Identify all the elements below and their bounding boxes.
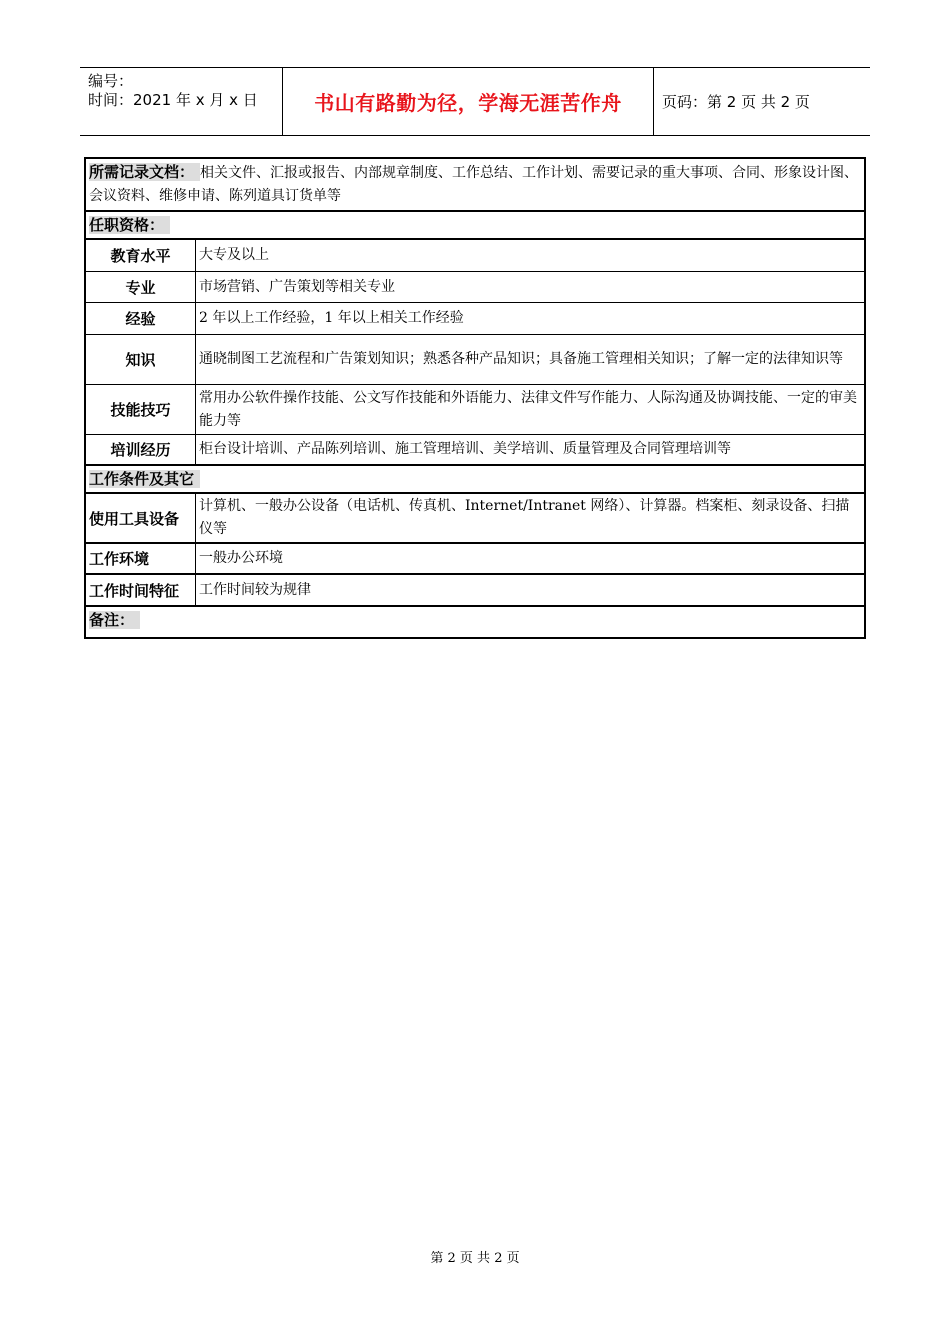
qualification-label: 技能技巧: [86, 385, 196, 434]
qualification-row: [86, 385, 864, 435]
qualification-label: 培训经历: [86, 435, 196, 464]
condition-row: [86, 494, 864, 544]
records-value: 相关文件、汇报或报告、内部规章制度、工作总结、工作计划、需要记录的重大事项、合同、形象设计图、会议资料、维修申请、陈列道具订货单等: [89, 165, 859, 204]
header-page-number: 页码：第 2 页 共 2 页: [662, 93, 810, 111]
conditions-heading-row: [86, 466, 864, 494]
records-label: 所需记录文档：: [89, 163, 200, 181]
qualification-value: 市场营销、广告策划等相关专业: [199, 278, 395, 295]
condition-label: 使用工具设备: [86, 494, 196, 542]
conditions-heading-cell: [86, 466, 203, 492]
condition-value: 一般办公环境: [199, 550, 283, 566]
condition-label: 工作环境: [86, 544, 196, 573]
condition-value: 计算机、一般办公设备（电话机、传真机、Internet/Intranet 网络）、计算器。档案柜、刻录设备、扫描仪等: [199, 498, 850, 537]
qualification-value: 常用办公软件操作技能、公文写作技能和外语能力、法律文件写作能力、人际沟通及协调技能、一定的审美能力等: [199, 389, 857, 429]
records-cell: [86, 159, 864, 210]
qualification-value: 大专及以上: [199, 247, 269, 263]
qualifications-heading: 任职资格：: [89, 216, 170, 234]
document-number-label: 编号：: [88, 72, 134, 90]
qualification-row: [86, 240, 864, 272]
qualifications-heading-cell: [86, 212, 173, 238]
qualifications-heading-row: [86, 212, 864, 240]
qualification-label: 知识: [86, 335, 196, 384]
qualification-row: [86, 435, 864, 466]
qualification-label: 专业: [86, 272, 196, 302]
page-header: [80, 67, 870, 136]
qualification-value: 通晓制图工艺流程和广告策划知识；熟悉各种产品知识；具备施工管理相关知识；了解一定的法律知识等: [199, 351, 843, 367]
document-date: 时间：2021 年 x 月 x 日: [88, 91, 258, 109]
job-description-table: [84, 157, 866, 639]
condition-row: [86, 575, 864, 607]
qualification-row: [86, 303, 864, 335]
remarks-row: [86, 607, 864, 639]
qualification-label: 教育水平: [86, 240, 196, 271]
qualification-row: [86, 272, 864, 303]
qualification-value: 2 年以上工作经验，1 年以上相关工作经验: [199, 310, 464, 326]
condition-row: [86, 544, 864, 575]
qualification-value: 柜台设计培训、产品陈列培训、施工管理培训、美学培训、质量管理及合同管理培训等: [199, 441, 731, 457]
remarks-label: 备注：: [89, 611, 140, 629]
header-motto: 书山有路勤为径，学海无涯苦作舟: [282, 68, 654, 135]
condition-label: 工作时间特征: [86, 575, 196, 605]
condition-value: 工作时间较为规律: [199, 581, 311, 598]
qualification-label: 经验: [86, 303, 196, 334]
qualification-row: [86, 335, 864, 385]
records-row: [86, 159, 864, 212]
remarks-cell: [86, 607, 143, 637]
header-meta: [80, 68, 282, 135]
conditions-heading: 工作条件及其它: [89, 470, 200, 488]
page-footer: 第 2 页 共 2 页: [430, 1251, 520, 1266]
